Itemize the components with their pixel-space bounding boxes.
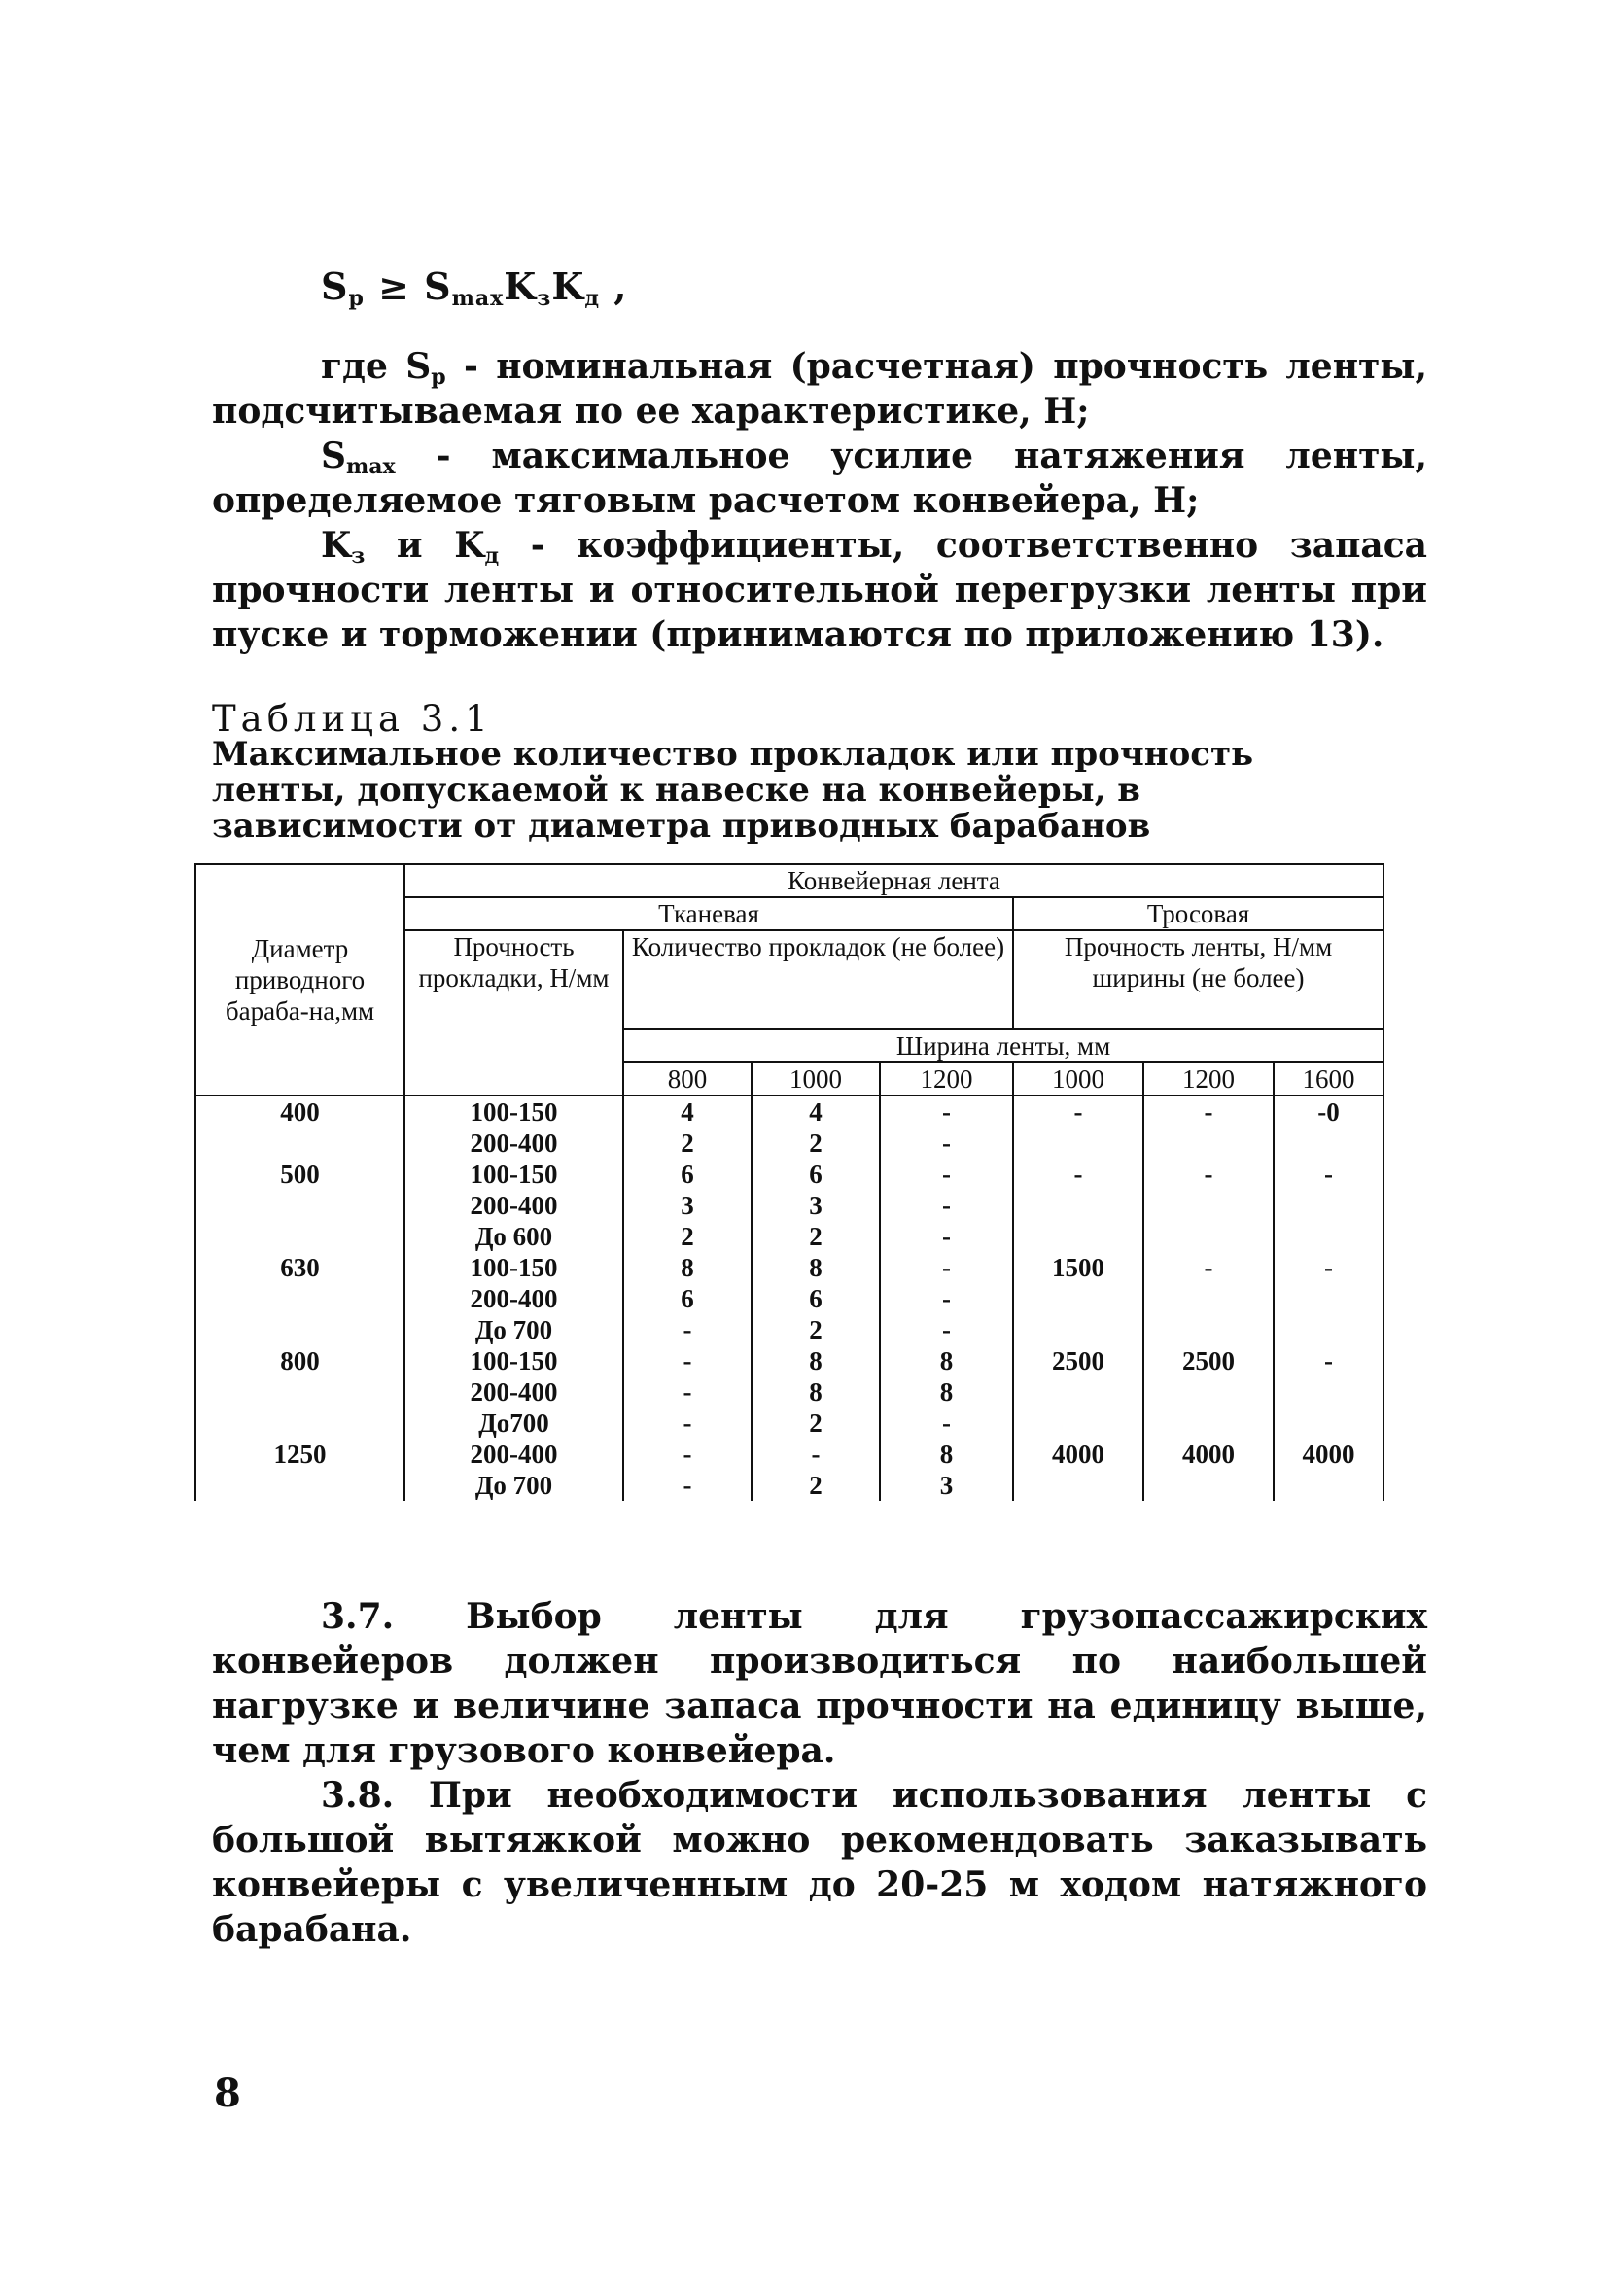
group-500 (195, 1159, 1383, 1252)
table-row (195, 1252, 1383, 1283)
table-cell: - (880, 1096, 1013, 1128)
table-cell: - (1274, 1345, 1383, 1439)
table-cell: 3 (752, 1190, 880, 1221)
table-cell: 8 (752, 1252, 880, 1283)
head-diameter: Диаметр приводного бараба-на,мм (195, 864, 404, 1096)
expl-sp-prefix: где S (321, 346, 432, 387)
diameter-cell: 630 (195, 1252, 404, 1345)
table-cell: До 700 (404, 1314, 623, 1345)
table-cell: 6 (623, 1159, 752, 1190)
table-cell: -0 (1274, 1096, 1383, 1159)
table-cell: - (1143, 1159, 1274, 1252)
diameter-cell: 800 (195, 1345, 404, 1439)
explanation-smax (212, 434, 1427, 523)
explanation-k (212, 523, 1427, 657)
table-cell: 8 (752, 1345, 880, 1376)
expl-k2-sub: д (484, 543, 500, 569)
width-rope-1600: 1600 (1274, 1062, 1383, 1096)
table-cell: - (880, 1128, 1013, 1159)
table-cell: - (1143, 1096, 1274, 1159)
table-cell: - (880, 1221, 1013, 1252)
table-cell: 2500 (1013, 1345, 1143, 1439)
table-cell: 2 (623, 1221, 752, 1252)
table-cell: 2 (623, 1128, 752, 1159)
table-cell: 4000 (1274, 1439, 1383, 1501)
width-1200: 1200 (880, 1062, 1013, 1096)
table-cell: - (623, 1408, 752, 1439)
formula (321, 264, 628, 311)
table-row (195, 1096, 1383, 1128)
head-rope-strength: Прочность ленты, Н/мм ширины (не более) (1013, 930, 1383, 1029)
table-cell: До700 (404, 1408, 623, 1439)
table-cell: 8 (880, 1439, 1013, 1470)
table-cell: До 600 (404, 1221, 623, 1252)
table-cell: - (623, 1314, 752, 1345)
formula-op: ≥ S (364, 264, 452, 308)
table-row (195, 1439, 1383, 1470)
expl-k-text: - коэффициенты, соответственно запаса прочности ленты и относительной перегрузки ленты при пуске и торможении (принимаются по приложению 13). (212, 525, 1427, 655)
diameter-cell: 500 (195, 1159, 404, 1252)
paragraph-3-8: 3.8. При необходимости использования ленты с большой вытяжкой можно рекомендовать заказывать конвейеры с увеличенным до 20-25 м ходом натяжного барабана. (212, 1775, 1427, 1950)
head-ply-strength: Прочность прокладки, Н/мм (404, 930, 623, 1096)
page-number: 8 (214, 2070, 241, 2116)
expl-sp-text: - номинальная (расчетная) прочность ленты, подсчитываемая по ее характеристике, Н; (212, 346, 1427, 432)
table-cell: - (880, 1408, 1013, 1439)
formula-tail: , (600, 264, 628, 308)
group-1250 (195, 1439, 1383, 1501)
table-cell: 200-400 (404, 1190, 623, 1221)
table-row (195, 1345, 1383, 1376)
formula-sub-z: з (537, 286, 552, 311)
table-cell: 8 (752, 1376, 880, 1408)
table-cell: - (880, 1159, 1013, 1190)
table-cell: 2 (752, 1221, 880, 1252)
formula-k2: K (551, 264, 585, 308)
expl-sp-sub: p (431, 365, 446, 390)
formula-s: S (321, 264, 349, 308)
head-belt: Конвейерная лента (404, 864, 1383, 897)
expl-smax-prefix: S (321, 435, 346, 476)
table-cell: - (623, 1439, 752, 1470)
expl-k-mid: и K (365, 525, 485, 566)
belt-table (194, 863, 1384, 1501)
expl-smax-sub: max (346, 454, 396, 479)
head-rope: Тросовая (1013, 897, 1383, 930)
formula-k1: K (504, 264, 538, 308)
group-800 (195, 1345, 1383, 1439)
table-cell: 8 (623, 1252, 752, 1283)
table-cell: - (1143, 1252, 1274, 1345)
diameter-cell: 1250 (195, 1439, 404, 1501)
table-cell: 3 (623, 1190, 752, 1221)
table-cell: 8 (880, 1345, 1013, 1376)
table-cell: До 700 (404, 1470, 623, 1501)
diameter-cell: 400 (195, 1096, 404, 1159)
table-cell: 6 (623, 1283, 752, 1314)
expl-k1-sub: з (351, 543, 366, 569)
paragraph-3-7: 3.7. Выбор ленты для грузопассажирских конвейеров должен производиться по наибольшей нагрузке и величине запаса прочности на единицу выше, чем для грузового конвейера. (212, 1596, 1427, 1771)
expl-k1: K (321, 525, 352, 566)
table-cell: 100-150 (404, 1159, 623, 1190)
table-cell: 200-400 (404, 1283, 623, 1314)
table-row (195, 1159, 1383, 1190)
width-1000: 1000 (752, 1062, 880, 1096)
table-cell: 4 (752, 1096, 880, 1128)
table-cell: - (1274, 1252, 1383, 1345)
width-rope-1000: 1000 (1013, 1062, 1143, 1096)
table-cell: 2 (752, 1408, 880, 1439)
table-cell: 2500 (1143, 1345, 1274, 1439)
head-width: Ширина ленты, мм (623, 1029, 1383, 1062)
group-630 (195, 1252, 1383, 1345)
group-400 (195, 1096, 1383, 1159)
table-cell: - (752, 1439, 880, 1470)
table-cell: 6 (752, 1283, 880, 1314)
formula-sub-d: д (584, 286, 601, 311)
table-cell: - (880, 1190, 1013, 1221)
width-rope-1200: 1200 (1143, 1062, 1274, 1096)
explanation-sp (212, 344, 1427, 434)
table-cell: 4000 (1013, 1439, 1143, 1501)
table-cell: - (880, 1252, 1013, 1283)
table-cell: - (623, 1376, 752, 1408)
table-cell: 2 (752, 1314, 880, 1345)
table-cell: 8 (880, 1376, 1013, 1408)
table-cell: - (880, 1314, 1013, 1345)
table-cell: 2 (752, 1128, 880, 1159)
expl-smax-text: - максимальное усилие натяжения ленты, определяемое тяговым расчетом конвейера, Н; (212, 435, 1427, 521)
table-cell: 200-400 (404, 1376, 623, 1408)
head-fabric: Тканевая (404, 897, 1013, 930)
table-title: Максимальное количество прокладок или прочность ленты, допускаемой к навеске на конвейеры, в зависимости от диаметра приводных барабанов (212, 735, 1254, 846)
table-cell: - (1013, 1096, 1143, 1159)
table-cell: 100-150 (404, 1345, 623, 1376)
table-cell: - (623, 1345, 752, 1376)
table-cell: 200-400 (404, 1128, 623, 1159)
width-800: 800 (623, 1062, 752, 1096)
table-cell: - (623, 1470, 752, 1501)
table-cell: 6 (752, 1159, 880, 1190)
table-cell: - (880, 1283, 1013, 1314)
head-ply-count: Количество прокладок (не более) (623, 930, 1013, 1029)
table-cell: - (1274, 1159, 1383, 1252)
table-cell: 100-150 (404, 1252, 623, 1283)
table-cell: - (1013, 1159, 1143, 1252)
table-cell: 3 (880, 1470, 1013, 1501)
table-caption: Таблица 3.1 (212, 698, 493, 740)
formula-sub-max: max (451, 286, 505, 311)
table-cell: 200-400 (404, 1439, 623, 1470)
table-cell: 1500 (1013, 1252, 1143, 1345)
formula-sub-p: p (348, 286, 365, 311)
table-cell: 100-150 (404, 1096, 623, 1128)
table-cell: 4 (623, 1096, 752, 1128)
table-cell: 4000 (1143, 1439, 1274, 1501)
table-cell: 2 (752, 1470, 880, 1501)
